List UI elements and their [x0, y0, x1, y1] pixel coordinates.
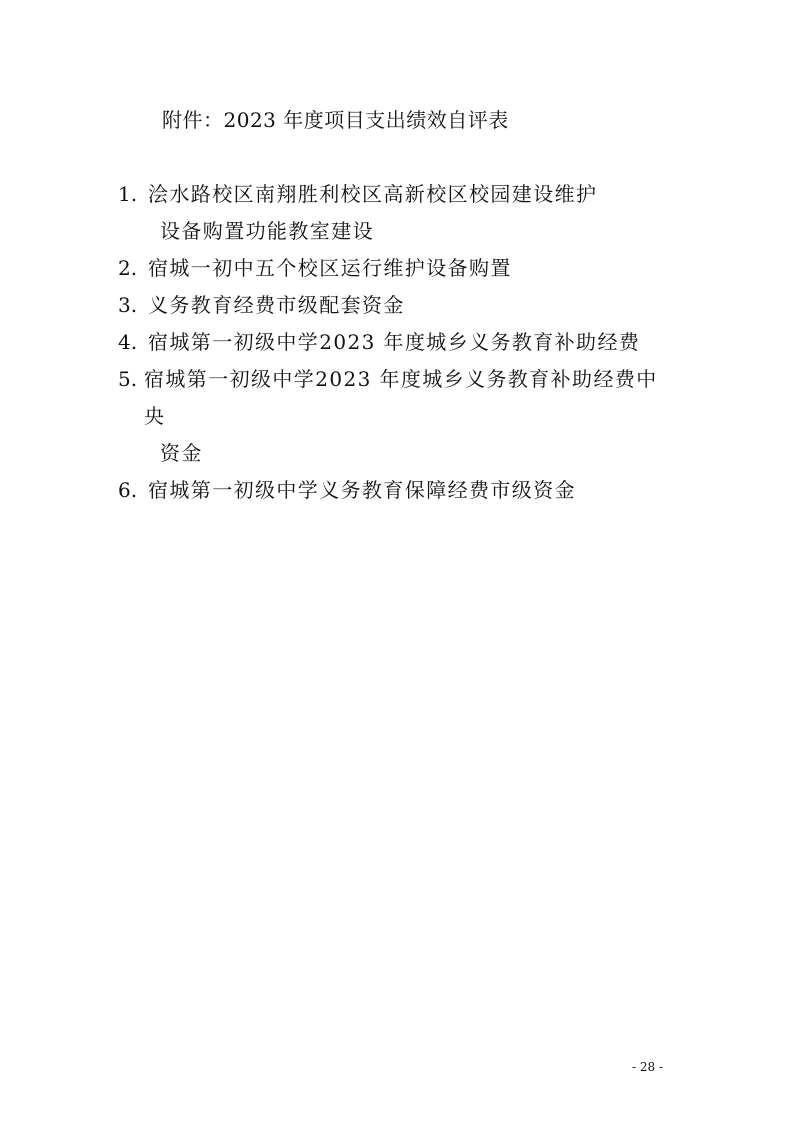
list-item-text — [144, 361, 674, 472]
project-list — [118, 176, 708, 509]
list-item-text: 宿城第一初级中学2023 年度城乡义务教育补助经费 — [148, 330, 641, 354]
list-item-line: 宿城第一初级中学2023 年度城乡义务教育补助经费中央 — [144, 367, 658, 428]
list-item — [118, 287, 708, 324]
list-item-number: 6. — [118, 478, 138, 502]
list-item — [118, 472, 708, 509]
list-item-number: 2. — [118, 256, 138, 280]
list-item — [118, 176, 708, 250]
list-item-text: 宿城一初中五个校区运行维护设备购置 — [148, 256, 512, 280]
attachment-heading: 附件：2023 年度项目支出绩效自评表 — [162, 108, 509, 132]
list-item — [118, 250, 708, 287]
list-item-line: 浍水路校区南翔胜利校区高新校区校园建设维护 — [148, 182, 598, 206]
list-item-text: 宿城第一初级中学义务教育保障经费市级资金 — [148, 478, 576, 502]
list-item — [118, 361, 708, 472]
list-item-line: 资金 — [160, 441, 203, 465]
list-item-number: 4. — [118, 330, 138, 354]
list-item-text: 义务教育经费市级配套资金 — [148, 293, 405, 317]
list-item-number: 3. — [118, 293, 138, 317]
page-number: - 28 - — [632, 1060, 664, 1074]
list-item — [118, 324, 708, 361]
list-item-text — [148, 176, 598, 250]
list-item-number: 5. — [118, 367, 138, 391]
list-item-number: 1. — [118, 182, 138, 206]
list-item-line: 设备购置功能教室建设 — [160, 219, 374, 243]
